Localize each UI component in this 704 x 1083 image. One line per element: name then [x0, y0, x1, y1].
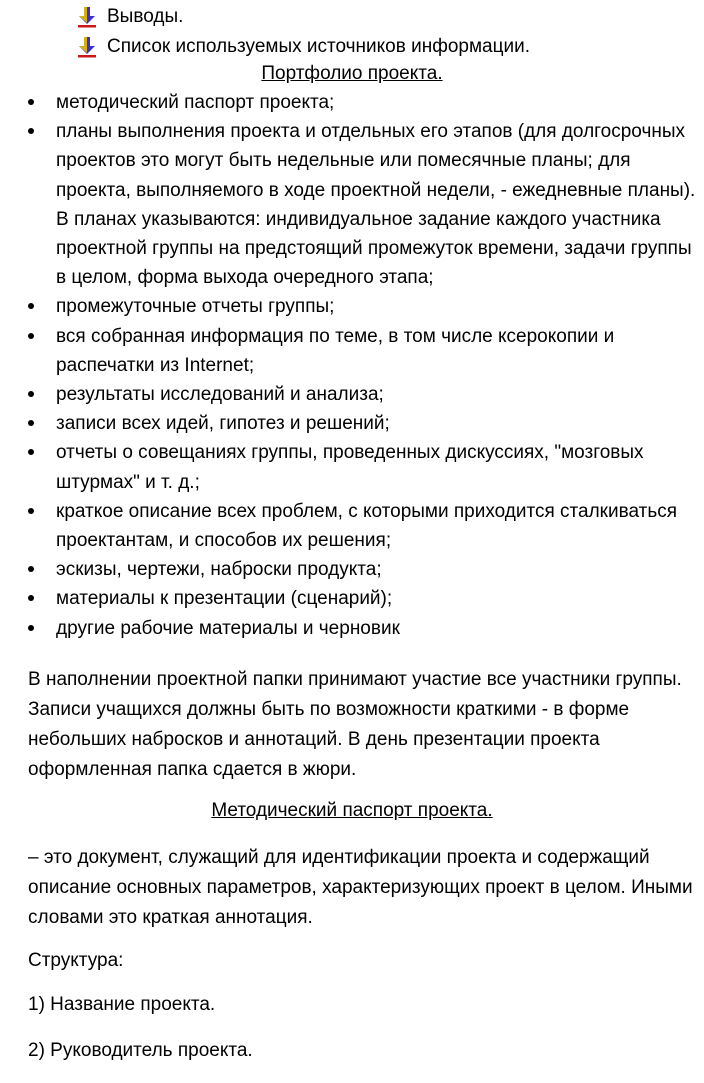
- portfolio-item: результаты исследований и анализа;: [24, 380, 702, 409]
- portfolio-item: записи всех идей, гипотез и решений;: [24, 409, 702, 438]
- bullet-dot-icon: [28, 303, 34, 309]
- top-list: [76, 2, 530, 62]
- passport-heading: Методический паспорт проекта.: [211, 800, 493, 821]
- bullet-dot-icon: [28, 566, 34, 572]
- portfolio-item: отчеты о совещаниях группы, проведенных дискуссиях, "мозговых штурмах" и т. д.;: [24, 438, 702, 496]
- down-arrow-bullet-icon: [76, 36, 98, 58]
- bullet-dot-icon: [28, 420, 34, 426]
- bullet-dot-icon: [28, 449, 34, 455]
- portfolio-heading: Портфолио проекта.: [261, 63, 443, 84]
- portfolio-item: промежуточные отчеты группы;: [24, 292, 702, 321]
- structure-item: 2) Руководитель проекта.: [28, 1040, 253, 1061]
- portfolio-item: планы выполнения проекта и отдельных его этапов (для долгосрочных проектов это могут быть недельные или помесячные планы; для проекта, выполняемого в ходе проектной недели, - ежедневные планы). В планах указываются: индивидуальное задание каждого участника проектной группы на предстоящий промежуток времени, задачи группы в целом, форма выхода очередного этапа;: [24, 117, 702, 292]
- bullet-dot-icon: [28, 508, 34, 514]
- structure-label: Структура:: [28, 950, 124, 971]
- folder-paragraph: В наполнении проектной папки принимают участие все участники группы. Записи учащихся должны быть по возможности краткими - в форме небольших набросков и аннотаций. В день презентации проекта оформленная папка сдается в жюри.: [28, 669, 682, 780]
- bullet-dot-icon: [28, 391, 34, 397]
- portfolio-item: вся собранная информация по теме, в том числе ксерокопии и распечатки из Internet;: [24, 322, 702, 380]
- top-list-text: Список используемых источников информации.: [107, 36, 530, 57]
- top-list-item: [76, 32, 530, 62]
- passport-definition: – это документ, служащий для идентификации проекта и содержащий описание основных параметров, характеризующих проект в целом. Иными словами это краткая аннотация.: [28, 847, 693, 928]
- bullet-dot-icon: [28, 333, 34, 339]
- bullet-dot-icon: [28, 595, 34, 601]
- bullet-dot-icon: [28, 99, 34, 105]
- portfolio-item: материалы к презентации (сценарий);: [24, 584, 702, 613]
- portfolio-item: краткое описание всех проблем, с которыми приходится сталкиваться проектантам, и способов их решения;: [24, 497, 702, 555]
- portfolio-item: другие рабочие материалы и черновик: [24, 614, 702, 643]
- down-arrow-bullet-icon: [76, 6, 98, 28]
- top-list-text: Выводы.: [107, 6, 184, 27]
- portfolio-list: [24, 88, 702, 643]
- portfolio-item: эскизы, чертежи, наброски продукта;: [24, 555, 702, 584]
- top-list-item: [76, 2, 530, 32]
- bullet-dot-icon: [28, 128, 34, 134]
- portfolio-item: методический паспорт проекта;: [24, 88, 702, 117]
- bullet-dot-icon: [28, 625, 34, 631]
- structure-item: 1) Название проекта.: [28, 994, 216, 1015]
